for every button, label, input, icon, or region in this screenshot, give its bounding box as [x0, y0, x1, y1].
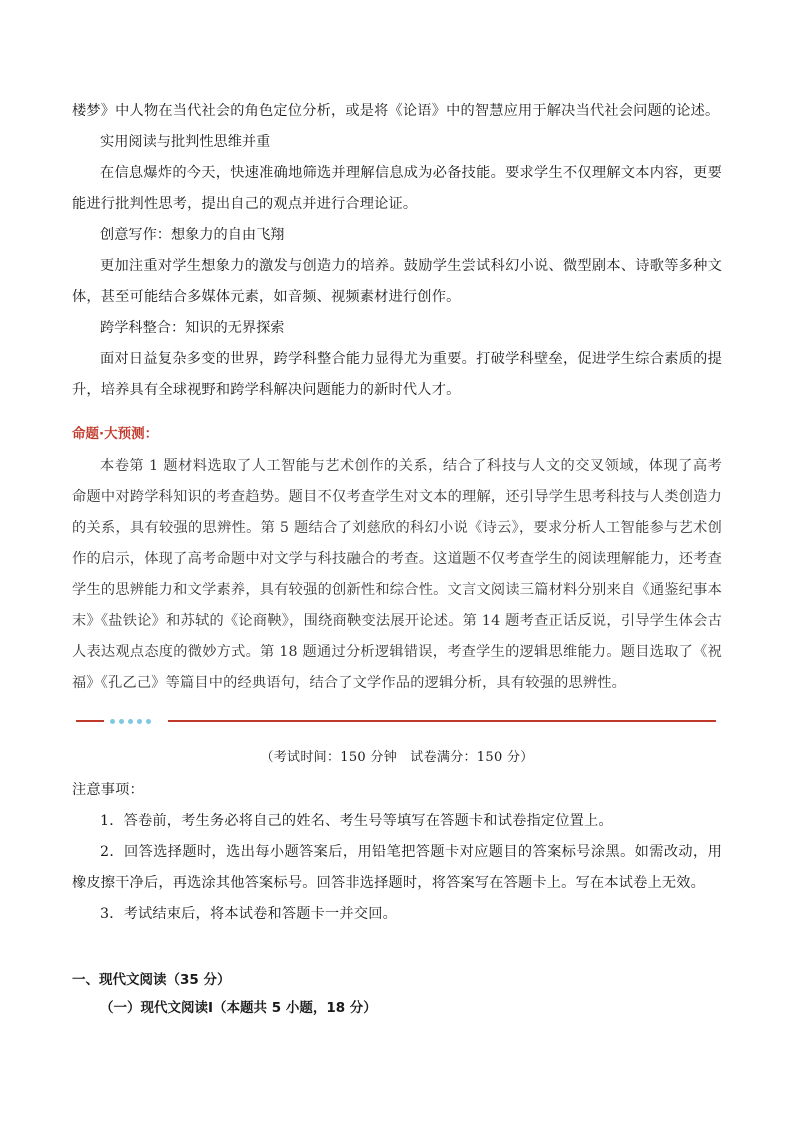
prediction-body [72, 451, 722, 699]
divider-dot [137, 719, 142, 724]
exam-notes [72, 775, 722, 930]
note-2: 2．回答选择题时，选出每小题答案后，用铅笔把答题卡对应题目的答案标号涂黑。如需改动，用橡皮擦干净后，再选涂其他答案标号。回答非选择题时，将答案写在答题卡上。写在本试卷上无效。 [72, 844, 722, 891]
divider-dot [128, 719, 133, 724]
subheading-practical-reading: 实用阅读与批判性思维并重 [100, 134, 271, 150]
divider-dots [110, 716, 151, 726]
divider-dot [119, 719, 124, 724]
notes-title: 注意事项： [72, 782, 144, 798]
paragraph-creative-writing: 更加注重对学生想象力的激发与创造力的培养。鼓励学生尝试科幻小说、微型剧本、诗歌等多种文体，甚至可能结合多媒体元素，如音频、视频素材进行创作。 [72, 258, 722, 305]
exam-info: （考试时间：150 分钟 试卷满分：150 分） [260, 750, 534, 765]
section-divider [76, 716, 716, 726]
intro-line: 楼梦》中人物在当代社会的角色定位分析，或是将《论语》中的智慧应用于解决当代社会问题的论述。 [72, 103, 720, 119]
paragraph-practical-reading: 在信息爆炸的今天，快速准确地筛选并理解信息成为必备技能。要求学生不仅理解文本内容，更要能进行批判性思考，提出自己的观点并进行合理论证。 [72, 165, 722, 212]
divider-dot [146, 719, 151, 724]
note-3: 3．考试结束后，将本试卷和答题卡一并交回。 [100, 906, 397, 922]
divider-dot [110, 719, 115, 724]
divider-line-left [76, 720, 104, 722]
prediction-paragraph: 本卷第 1 题材料选取了人工智能与艺术创作的关系，结合了科技与人文的交叉领域，体现了高考命题中对跨学科知识的考查趋势。题目不仅考查学生对文本的理解，还引导学生思考科技与人类创造力的关系，具有较强的思辨性。第 5 题结合了刘慈欣的科幻小说《诗云》，要求分析人工智能参与艺术创作的启示，体现了高考命题中对文学与科技融合的考查。这道题不仅考查学生的阅读理解能力，还考查学生的思辨能力和文学素养，具有较强的创新性和综合性。文言文阅读三篇材料分别来自《通鉴纪事本末》《盐铁论》和苏轼的《论商鞅》，围绕商鞅变法展开论述。第 14 题考查正话反说，引导学生体会古人表达观点态度的微妙方式。第 18 题通过分析逻辑错误，考查学生的逻辑思维能力。题目选取了《祝福》《孔乙己》等篇目中的经典语句，结合了文学作品的逻辑分析，具有较强的思辨性。 [72, 458, 722, 691]
section-subtitle: （一）现代文阅读Ⅰ（本题共 5 小题，18 分） [100, 1000, 377, 1016]
subheading-creative-writing: 创意写作：想象力的自由飞翔 [100, 227, 285, 243]
section-title: 一、现代文阅读（35 分） [72, 972, 231, 988]
note-1: 1．答卷前，考生务必将自己的姓名、考生号等填写在答题卡和试卷指定位置上。 [100, 813, 613, 829]
intro-block [72, 96, 722, 406]
prediction-label-part2: 大预测： [104, 426, 159, 442]
prediction-label [72, 422, 158, 442]
subheading-interdisciplinary: 跨学科整合：知识的无界探索 [100, 320, 285, 336]
divider-line-right [168, 720, 716, 722]
paragraph-interdisciplinary: 面对日益复杂多变的世界，跨学科整合能力显得尤为重要。打破学科壁垒，促进学生综合素质的提升，培养具有全球视野和跨学科解决问题能力的新时代人才。 [72, 351, 722, 398]
prediction-label-part1: 命题· [72, 426, 105, 442]
